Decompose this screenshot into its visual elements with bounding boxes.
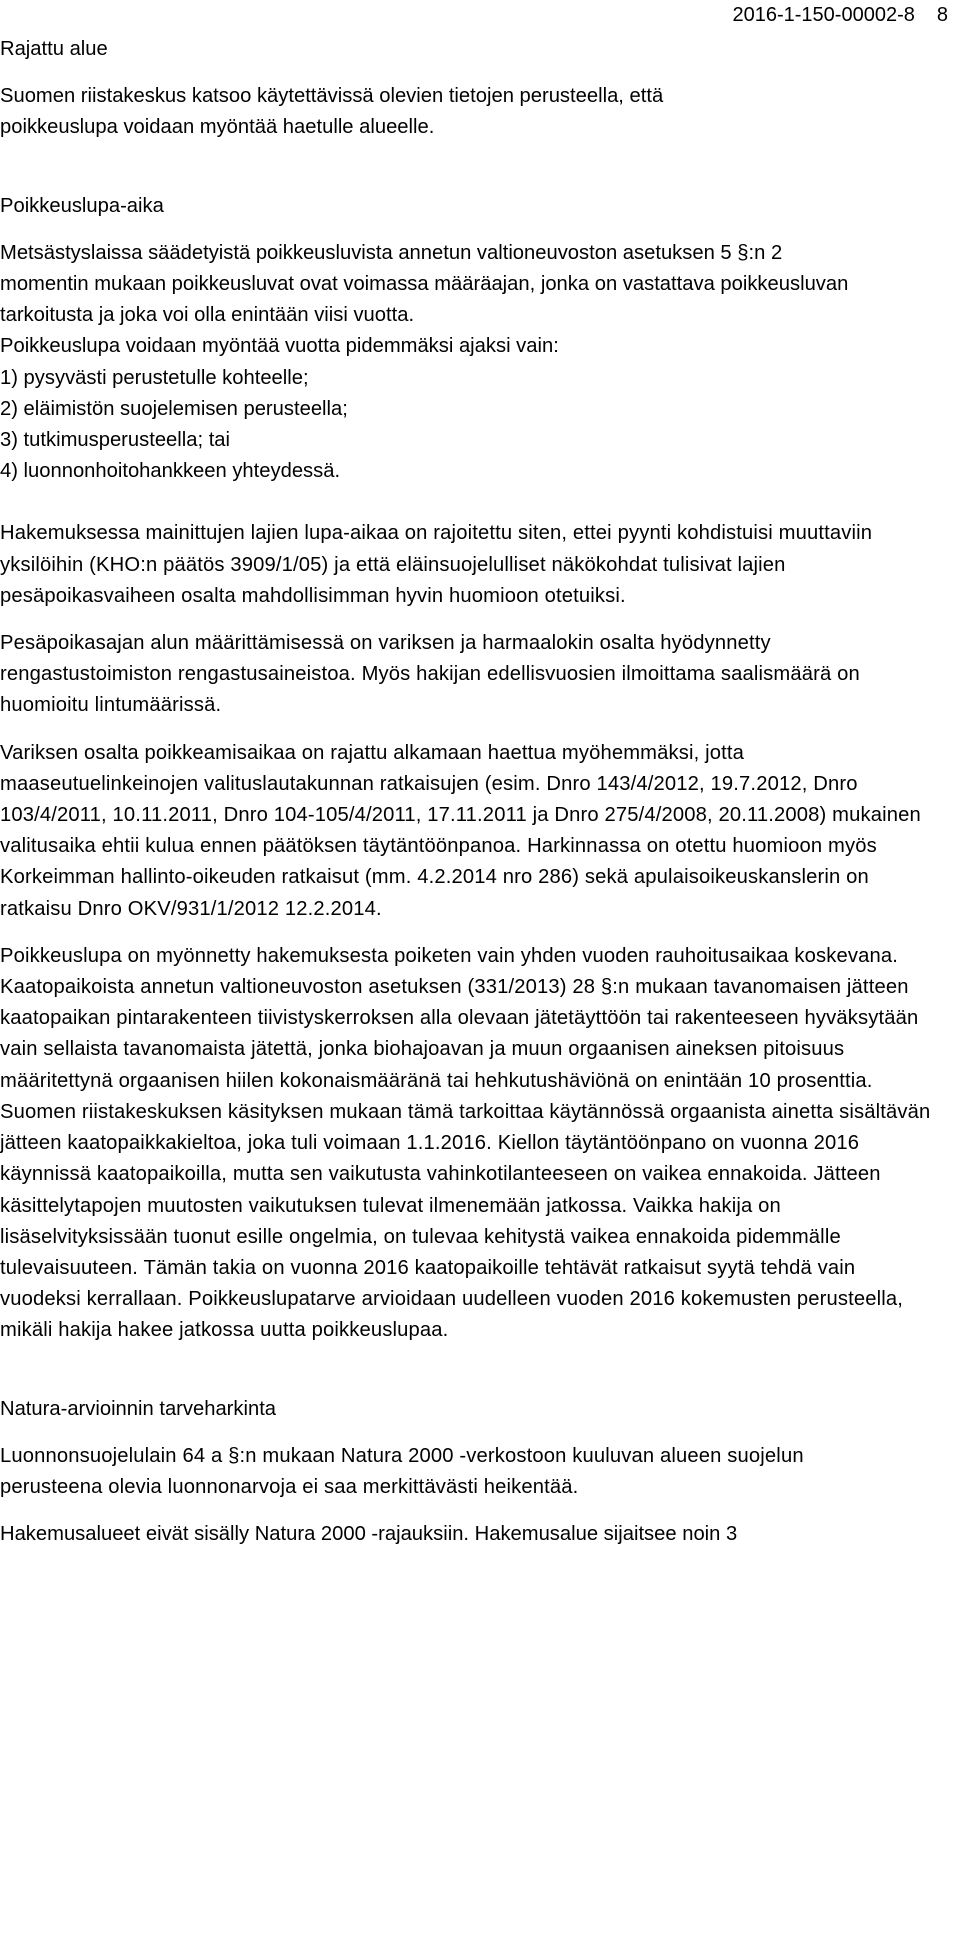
section-heading-natura: Natura-arvioinnin tarveharkinta [0,1397,277,1420]
paragraph-kaatopaikkakielto: Suomen riistakeskuksen käsityksen mukaan tämä tarkoittaa käytännössä orgaanista ainetta sisältävän jätteen kaatopaikkakieltoa, joka tuli voimaan 1.1.2016. Kiellon täytäntöönpano on vuonna 2016 käynnissä kaatopaikoilla, mutta sen vaikutusta vahinkotilanteeseen on vaikea ennakoida. Jätteen käsittelytapojen muutosten vaikutuksen tulevat ilmenemään jatkossa. Vaikka hakija on lisäselvityksissään tuonut esille ongelmia, on tulevaa kehitystä vaikea ennakoida pidemmälle tulevaisuuteen. Tämän takia on vuonna 2016 kaatopaikoille tehtävät ratkaisut syytä tehdä vain vuodeksi kerrallaan. Poikkeuslupatarve arvioidaan uudelleen vuoden 2016 kokemusten perusteella, mikäli hakija hakee jatkossa uutta poikkeuslupaa. [0,1100,931,1342]
section-heading-poikkeuslupa-aika: Poikkeuslupa-aika [0,194,164,217]
paragraph-rajattu-alue: Suomen riistakeskus katsoo käytettävissä olevien tietojen perusteella, että poikkeuslupa voidaan myöntää haetulle alueelle. [0,85,664,139]
document-body [0,34,958,1550]
document-header [733,2,949,28]
paragraph-variksen-osalta: Variksen osalta poikkeamisaikaa on rajattu alkamaan haettua myöhemmäksi, jotta maaseutuelinkeinojen valituslautakunnan ratkaisujen (esim. Dnro 143/4/2012, 19.7.2012, Dnro 103/4/2011, 10.11.2011, Dnro 104-105/4/2011, 17.11.2011 ja Dnro 275/4/2008, 20.11.2008) mukainen valitusaika ehtii kulua ennen päätöksen täytäntöönpanoa. Harkinnassa on otettu huomioon myös Korkeimman hallinto-oikeuden ratkaisut (mm. 4.2.2014 nro 286) sekä apulaisoikeuskanslerin on ratkaisu Dnro OKV/931/1/2012 12.2.2014. [0,741,921,920]
document-id: 2016-1-150-00002-8 [732,4,915,26]
paragraph-luonnonsuojelulaki: Luonnonsuojelulain 64 a §:n mukaan Natura 2000 -verkostoon kuuluvan alueen suojelun perusteena olevia luonnonarvoja ei saa merkittävästi heikentää. [0,1444,804,1498]
page-number: 8 [936,4,948,26]
paragraph-lupa-aikaa-rajoitettu: Hakemuksessa mainittujen lajien lupa-aikaa on rajoitettu siten, ettei pyynti kohdistuisi muuttaviin yksilöihin (KHO:n päätös 3909/1/05) ja että eläinsuojelulliset näkökohdat tulisivat lajien pesäpoikasvaiheen osalta mahdollisimman hyvin huomioon otetuiksi. [0,522,873,607]
list-item: 1) pysyvästi perustetulle kohteelle; [0,366,309,389]
paragraph-hakemusalueet: Hakemusalueet eivät sisälly Natura 2000 -rajauksiin. Hakemusalue sijaitsee noin 3 [0,1523,738,1546]
criteria-list [0,363,958,488]
paragraph-pesapoikasaika: Pesäpoikasajan alun määrittämisessä on variksen ja harmaalokin osalta hyödynnetty rengastustoimiston rengastusaineistoa. Myös hakijan edellisvuosien ilmoittama saalismäärä on huomioitu lintumäärissä. [0,632,860,717]
list-item: 4) luonnonhoitohankkeen yhteydessä. [0,460,341,483]
paragraph-asetus: Metsästyslaissa säädetyistä poikkeusluvista annetun valtioneuvoston asetuksen 5 §:n 2 momentin mukaan poikkeusluvat ovat voimassa määräajan, jonka on vastattava poikkeusluvan tarkoitusta ja joka voi olla enintään viisi vuotta. [0,241,849,327]
paragraph-pidemmaksi-ajaksi: Poikkeuslupa voidaan myöntää vuotta pidemmäksi ajaksi vain: [0,335,559,358]
list-item: 3) tutkimusperusteella; tai [0,429,231,452]
paragraph-yhden-vuoden: Poikkeuslupa on myönnetty hakemuksesta poiketen vain yhden vuoden rauhoitusaikaa koskevana. Kaatopaikoista annetun valtioneuvoston asetuksen (331/2013) 28 §:n mukaan tavanomaisen jätteen kaatopaikan pintarakenteen tiivistyskerroksen alla olevaan jätetäyttöön tai rakenteeseen hyväksytään vain sellaista tavanomaista jätettä, jonka biohajoavan ja muun orgaanisen aineksen pitoisuus määritettynä orgaanisen hiilen kokonaismääränä tai hehkutushäviönä on enintään 10 prosenttia. [0,944,919,1092]
section-heading-rajattu-alue: Rajattu alue [0,38,108,60]
list-item: 2) eläimistön suojelemisen perusteella; [0,397,348,420]
